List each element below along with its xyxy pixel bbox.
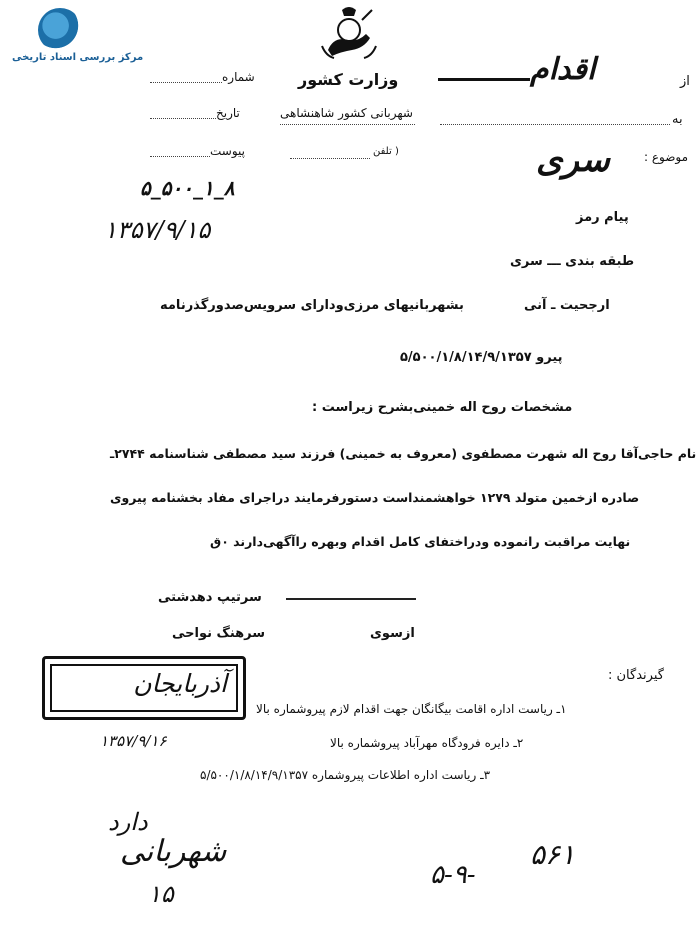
subject-line: مشخصات روح اله خمینی‌بشرح زیراست : [312, 400, 573, 415]
department-underline [280, 124, 415, 125]
handwritten-note-2: شهربانی [120, 834, 227, 869]
attachment-line [150, 156, 210, 157]
action-scribble [438, 78, 530, 81]
handwritten-action: اقدام [530, 52, 596, 87]
body-line-1: نام حاجی‌آقا روح اله شهرت مصطفوی (معروف به خمینی) فرزند سید مصطفی شناسنامه ۲۷۴۴ـ [110, 446, 697, 461]
colonel-line: سرهنگ نواحی [172, 626, 266, 641]
to-label: به [672, 112, 683, 127]
recipients-date-note: ۱۳۵۷/۹/۱۶ [100, 732, 167, 750]
archive-logo-icon [38, 8, 82, 52]
phone-label: ( تلفن [373, 146, 399, 157]
on-behalf-label: ازسوی [370, 626, 415, 641]
handwritten-note-1: دارد [108, 808, 148, 836]
date-label: تاریخ [216, 106, 240, 120]
message-type: پیام رمز [576, 210, 629, 225]
number-label: شماره [222, 70, 255, 84]
recipient-2: ۲ـ دایره فرودگاه مهرآباد پیروشماره بالا [330, 736, 524, 750]
date-line [150, 118, 216, 119]
handwritten-number-left: ۱۵ [148, 880, 174, 908]
subject-label: موضوع : [644, 150, 689, 164]
attachment-label: پیوست [210, 144, 245, 158]
body-line-2: صادره ازخمین متولد ۱۲۷۹ خواهشمنداست دستورفرمایند دراجرای مفاد بخشنامه پیروی [110, 490, 640, 505]
ministry-title: وزارت کشور [298, 70, 399, 89]
phone-line [290, 158, 370, 159]
recipients-label: گیرندگان : [608, 668, 664, 683]
lion-and-sun-emblem-icon [318, 6, 380, 62]
number-line [150, 82, 222, 83]
body-line-3: نهایت مراقبت رانموده ودراختفای کامل اقدام وبهره راآگهی‌دارند ۰ق [210, 534, 631, 549]
priority: ارجحیت ـ آنی [524, 298, 610, 313]
archive-name: مرکز بررسی اسناد تاریخی [12, 52, 144, 63]
handwritten-number-right: ۵۶۱ [530, 838, 576, 871]
handwritten-bottom-code: ۵-۹- [430, 860, 476, 890]
department-title: شهربانی کشور شاهنشاهی [280, 106, 413, 120]
recipient-3: ۳ـ ریاست اداره اطلاعات پیروشماره ۵/۵۰۰/۱/۸/۱۴/۹/۱۳۵۷ [200, 768, 491, 782]
to-line [440, 124, 670, 125]
stamp-text: آذربایجان [133, 669, 227, 698]
signature-rule [286, 598, 416, 600]
handwritten-date: ۱۳۵۷/۹/۱۵ [104, 216, 211, 244]
signatory-rank: سرتیپ دهدشتی [158, 590, 262, 605]
from-label: از [680, 74, 690, 89]
handwritten-subject-note: سری [536, 140, 610, 180]
recipient-1: ۱ـ ریاست اداره اقامت بیگانگان جهت اقدام لازم پیروشماره بالا [256, 702, 567, 716]
classification: طبقه بندی ـــ سری [510, 254, 635, 269]
addressee: بشهربانیهای مرزی‌ودارای سرویس‌صدورگذرنامه [160, 298, 464, 313]
department-stamp [42, 656, 246, 720]
handwritten-ref-number: ۵_۵۰۰_۱_۸ [140, 176, 235, 200]
reference-line: پیرو ۵/۵۰۰/۱/۸/۱۴/۹/۱۳۵۷ [400, 350, 563, 365]
